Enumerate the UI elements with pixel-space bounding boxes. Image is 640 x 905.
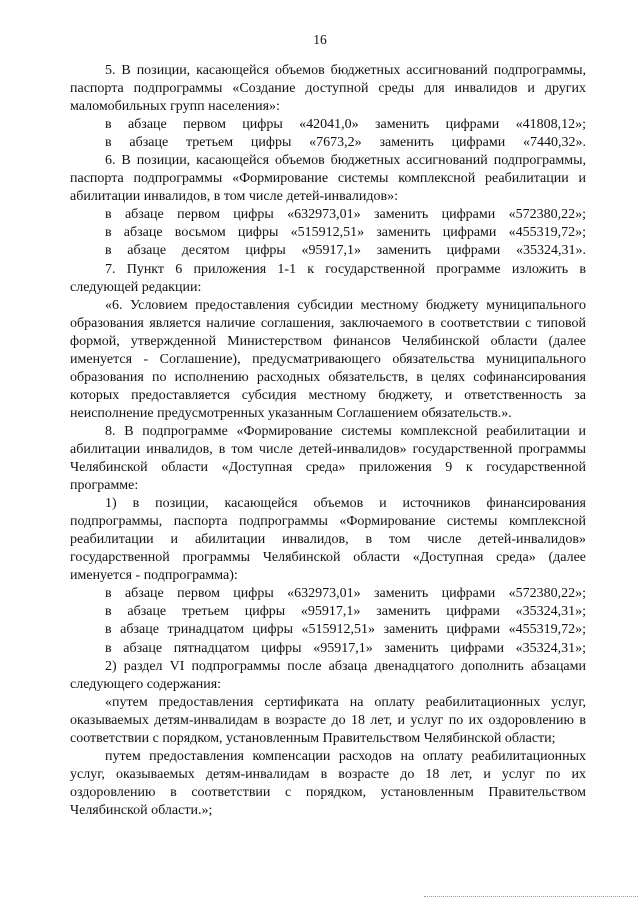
- paragraph-item-5: 5. В позиции, касающейся объемов бюджетных ассигнований подпрограммы, паспорта подпрограммы «Создание доступной среды для инвалидов и других маломобильных групп населения»:: [70, 63, 586, 115]
- paragraph-amendment: в абзаце пятнадцатом цифры «95917,1» заменить цифрами «35324,31»;: [105, 640, 586, 656]
- paragraph-amendment: в абзаце третьем цифры «7673,2» заменить цифрами «7440,32».: [105, 135, 586, 151]
- paragraph-item-8: 8. В подпрограмме «Формирование системы комплексной реабилитации и абилитации инвалидов, в том числе детей-инвалидов» государственной программы Челябинской области «Доступная среда» приложения 9 к государственной программе:: [70, 423, 586, 494]
- document-body: [70, 62, 586, 820]
- paragraph-amendment: в абзаце первом цифры «632973,01» заменить цифрами «572380,22»;: [105, 207, 586, 223]
- paragraph-amendment: в абзаце первом цифры «42041,0» заменить цифрами «41808,12»;: [105, 117, 586, 133]
- scan-artifact-line: [424, 896, 638, 898]
- paragraph-amendment: в абзаце третьем цифры «95917,1» заменить цифрами «35324,31»;: [105, 604, 586, 620]
- paragraph-quoted-text: «путем предоставления сертификата на оплату реабилитационных услуг, оказываемых детям-инвалидам в возрасте до 18 лет, и услуг по их оздоровлению в соответствии с порядком, установленным Правительством Челябинской области;: [70, 694, 586, 746]
- paragraph-item-7: 7. Пункт 6 приложения 1-1 к государственной программе изложить в следующей редакции:: [70, 261, 586, 295]
- paragraph-amendment: в абзаце тринадцатом цифры «515912,51» заменить цифрами «455319,72»;: [105, 622, 586, 638]
- paragraph-amendment: в абзаце десятом цифры «95917,1» заменить цифрами «35324,31».: [105, 243, 586, 259]
- paragraph-subitem-2: 2) раздел VI подпрограммы после абзаца двенадцатого дополнить абзацами следующего содержания:: [70, 658, 586, 692]
- paragraph-quoted-clause-6: «6. Условием предоставления субсидии местному бюджету муниципального образования является наличие соглашения, заключаемого в соответствии с типовой формой, утвержденной Министерством финансов Челябинской области (далее именуется - Соглашение), предусматривающего обязательства муниципального образования по исполнению расходных обязательств, в целях софинансирования которых предоставляется субсидия местному бюджету, и ответственность за неисполнение предусмотренных указанным Соглашением обязательств.».: [70, 297, 586, 421]
- page-number: 16: [313, 32, 327, 47]
- paragraph-subitem-1: 1) в позиции, касающейся объемов и источников финансирования подпрограммы, паспорта подпрограммы «Формирование системы комплексной реабилитации и абилитации инвалидов, в том числе детей-инвалидов» государственной программы Челябинской области «Доступная среда» (далее именуется - подпрограмма):: [70, 496, 586, 584]
- paragraph-amendment: в абзаце первом цифры «632973,01» заменить цифрами «572380,22»;: [105, 586, 586, 602]
- paragraph-item-6: 6. В позиции, касающейся объемов бюджетных ассигнований подпрограммы, паспорта подпрограммы «Формирование системы комплексной реабилитации и абилитации инвалидов, в том числе детей-инвалидов»:: [70, 153, 586, 205]
- paragraph-amendment: в абзаце восьмом цифры «515912,51» заменить цифрами «455319,72»;: [105, 225, 586, 241]
- paragraph-quoted-text: путем предоставления компенсации расходов на оплату реабилитационных услуг, оказываемых детям-инвалидам в возрасте до 18 лет, и услуг по их оздоровлению в соответствии с порядком, установленным Правительством Челябинской области.»;: [70, 748, 586, 818]
